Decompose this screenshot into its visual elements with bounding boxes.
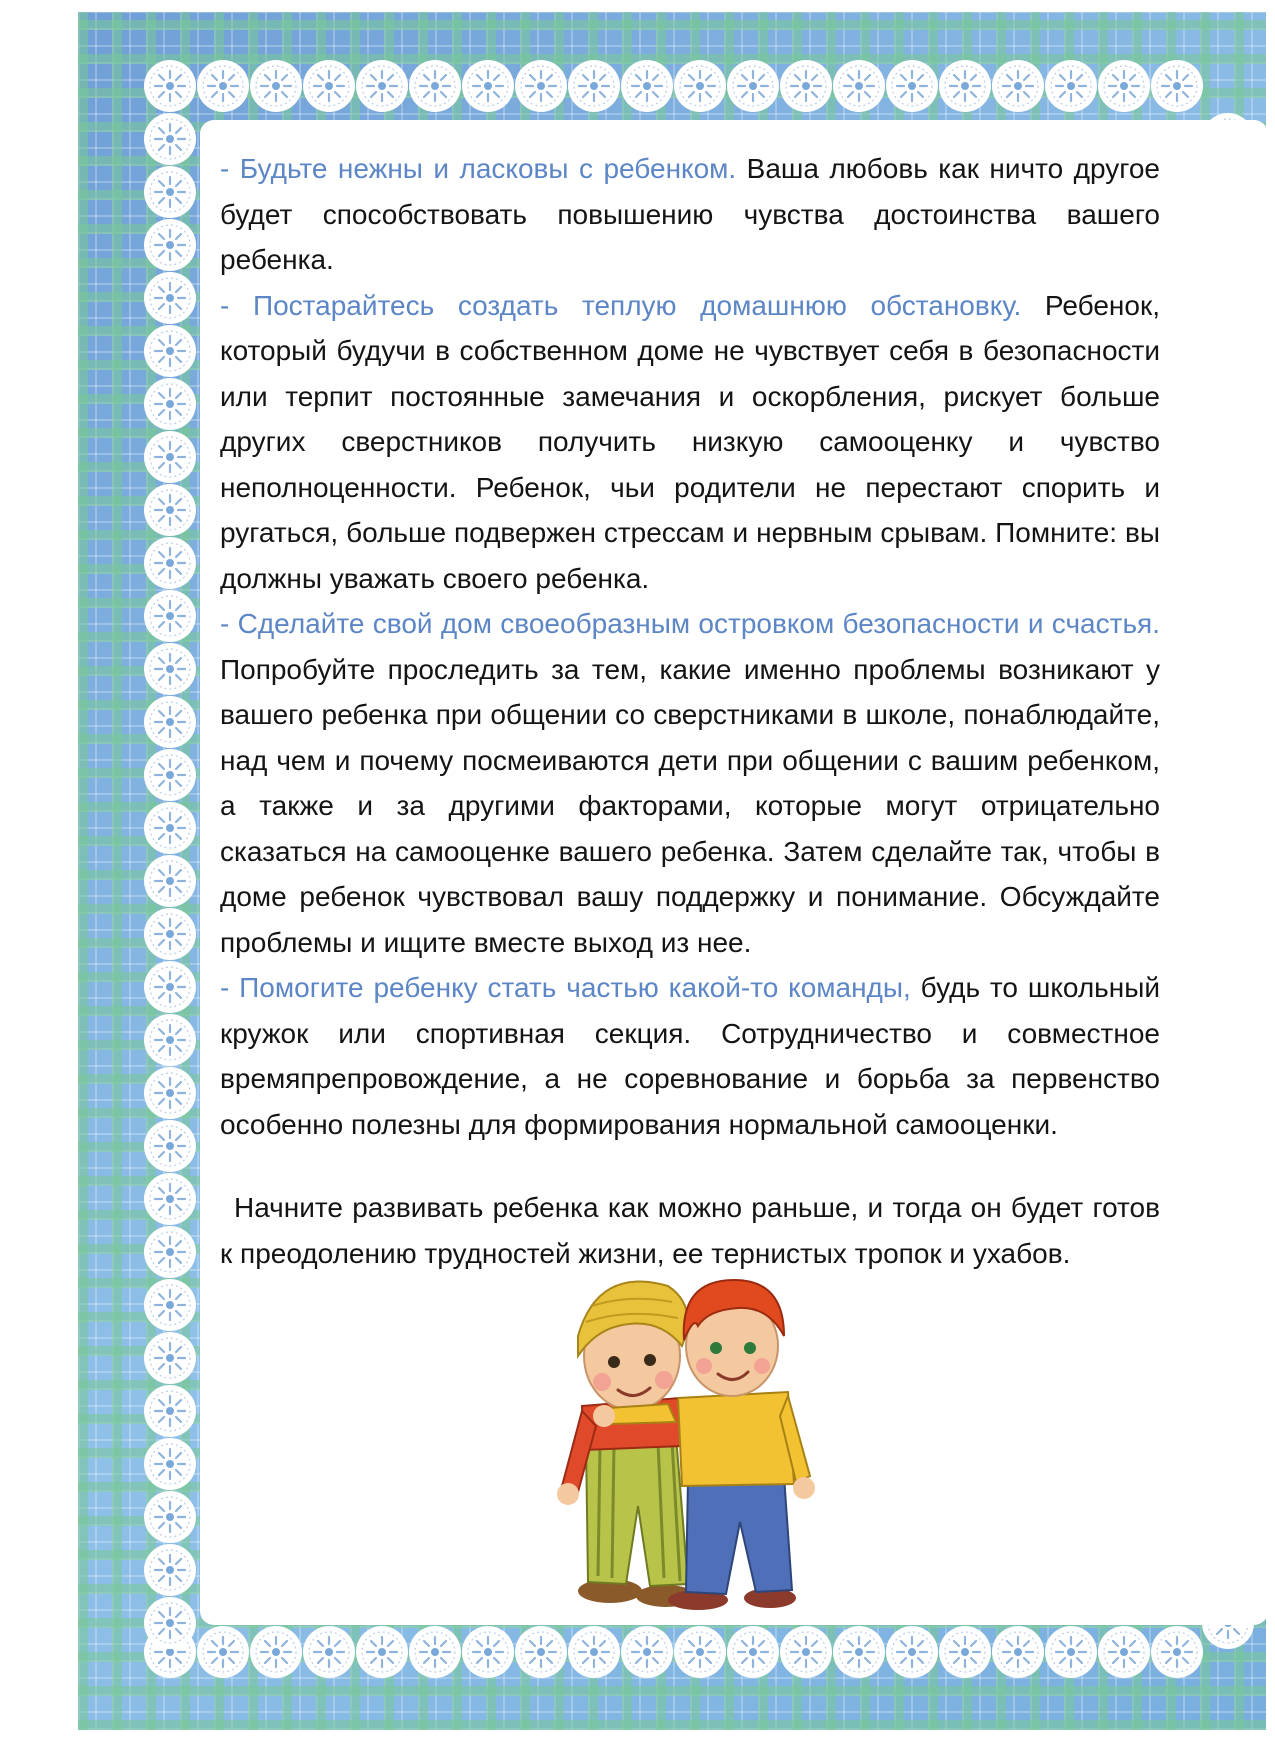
lace-flower [144,1226,196,1278]
tip-heading: - Сделайте свой дом своеобразным островком безопасности и счастья. [220,608,1160,639]
lace-flower [939,1626,991,1678]
tip-body: будь то школьный кружок или спортивная секция. Сотрудничество и совместное времяпрепровождение, а не соревнование и борьба за первенство особенно полезны для формирования нормальной самооценки. [220,972,1160,1140]
tip-paragraph [220,965,1160,1147]
boy-left [557,1282,696,1607]
lace-flower [144,1438,196,1490]
lace-flower [144,1014,196,1066]
tip-paragraph [220,146,1160,283]
tip-paragraph [220,283,1160,602]
lace-flower [144,855,196,907]
lace-flower [939,60,991,112]
lace-flower [833,1626,885,1678]
lace-flower [144,1279,196,1331]
lace-flower [886,60,938,112]
lace-flower [144,484,196,536]
lace-flower [409,1626,461,1678]
lace-flower [144,1067,196,1119]
lace-flower [144,272,196,324]
tip-heading: - Будьте нежны и ласковы с ребенком. [220,153,737,184]
lace-flower [144,961,196,1013]
two-boys-hugging-illustration [548,1266,818,1612]
lace-flower [144,325,196,377]
lace-flower [1045,1626,1097,1678]
lace-flower [1098,60,1150,112]
lace-flower [1045,60,1097,112]
lace-flower [515,1626,567,1678]
lace-flower [144,113,196,165]
lace-flower [992,1626,1044,1678]
lace-flower [515,60,567,112]
lace-flower [568,60,620,112]
lace-flower [144,802,196,854]
lace-flower [144,1491,196,1543]
lace-flower [780,60,832,112]
lace-flower [250,1626,302,1678]
lace-flower [144,590,196,642]
closing-paragraph: Начните развивать ребенка как можно раньше, и тогда он будет готов к преодолению трудностей жизни, ее тернистых тропок и ухабов. [220,1192,1160,1269]
article-text [220,146,1160,1276]
lace-flower [144,219,196,271]
tip-heading: - Помогите ребенку стать частью какой-то команды, [220,972,911,1003]
lace-flower [144,378,196,430]
lace-flower [462,1626,514,1678]
lace-flower [303,1626,355,1678]
tip-body: Ваша любовь как ничто другое будет способствовать повышению чувства достоинства вашего ребенка. [220,153,1161,275]
lace-flower [197,1626,249,1678]
lace-flower [144,1120,196,1172]
lace-flower [727,60,779,112]
lace-flower [727,1626,779,1678]
lace-flower [144,537,196,589]
lace-flower [992,60,1044,112]
tip-heading: - Постарайтесь создать теплую домашнюю обстановку. [220,289,1022,321]
lace-flower [144,696,196,748]
lace-flower [780,1626,832,1678]
lace-flower [1098,1626,1150,1678]
lace-flower [621,60,673,112]
tip-paragraph [220,601,1160,965]
lace-flower [886,1626,938,1678]
lace-flower [144,643,196,695]
lace-flower [621,1626,673,1678]
lace-flower [144,1544,196,1596]
lace-flower [674,60,726,112]
lace-flower [250,60,302,112]
lace-flower [568,1626,620,1678]
lace-flower [303,60,355,112]
tip-body: Попробуйте проследить за тем, какие именно проблемы возникают у вашего ребенка при общении со сверстниками в школе, понаблюдайте, над чем и почему посмеиваются дети при общении с вашим ребенком, а также и за другими факторами, которые могут отрицательно сказаться на самооценке вашего ребенка. Затем сделайте так, чтобы в доме ребенок чувствовал вашу поддержку и понимание. Обсуждайте проблемы и ищите вместе выход из нее. [220,653,1160,958]
lace-flower [356,1626,408,1678]
lace-flower [144,431,196,483]
lace-flower [144,1597,196,1649]
lace-flower [356,60,408,112]
lace-flower [409,60,461,112]
lace-flower [144,1173,196,1225]
lace-flower [833,60,885,112]
lace-flower [144,60,196,112]
tip-body: Ребенок, который будучи в собственном доме не чувствует себя в безопасности или терпит постоянные замечания и оскорбления, рискует больше других сверстников получить низкую самооценку и чувство неполноценности. Ребенок, чьи родители не перестают спорить и ругаться, больше подвержен стрессам и нервным срывам. Помните: вы должны уважать своего ребенка. [220,289,1160,594]
lace-flower [144,166,196,218]
lace-flower [462,60,514,112]
lace-flower [674,1626,726,1678]
lace-flower [144,749,196,801]
lace-flower [1151,60,1203,112]
lace-flower [1151,1626,1203,1678]
lace-flower [144,1332,196,1384]
lace-flower [144,908,196,960]
lace-flower [197,60,249,112]
lace-flower [144,1385,196,1437]
